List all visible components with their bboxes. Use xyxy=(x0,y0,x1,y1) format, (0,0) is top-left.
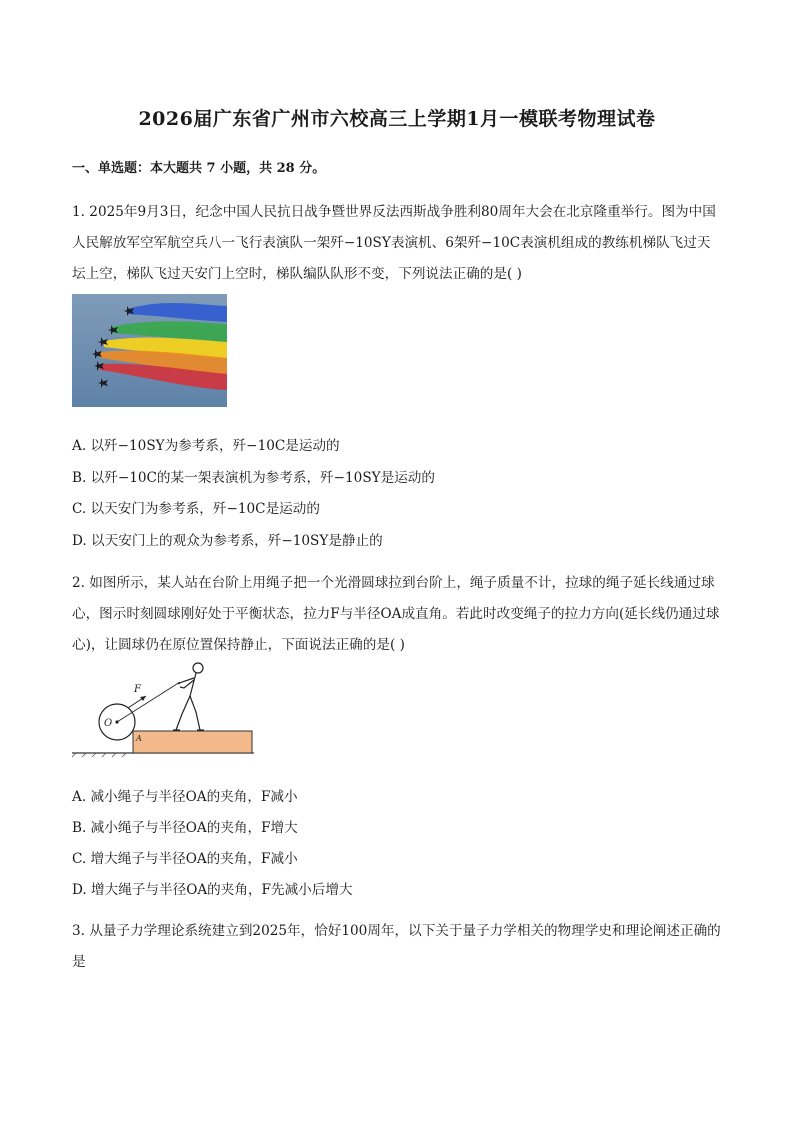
force-arrowhead xyxy=(140,696,146,701)
question-2-text: 2. 如图所示，某人站在台阶上用绳子把一个光滑圆球拉到台阶上，绳子质量不计，拉球的绳子延长线通过球心，图示时刻圆球刚好处于平衡状态，拉力F与半径OA成直角。若此时改变绳子的拉力方向(延长线仍通过球心)，让圆球仍在原位置保持静止，下面说法正确的是( ) xyxy=(72,575,720,653)
rope-line xyxy=(117,682,180,722)
question-1-option-c: C. 以天安门为参考系，歼−10C是运动的 xyxy=(72,501,320,517)
center-label-o: O xyxy=(104,718,113,729)
question-3-text: 3. 从量子力学理论系统建立到2025年，恰好100周年，以下关于量子力学相关的物理学史和理论阐述正确的是 xyxy=(72,923,721,970)
point-label-a: A xyxy=(136,734,142,743)
question-2-option-a: A. 减小绳子与半径OA的夹角，F减小 xyxy=(72,789,298,805)
person-figure xyxy=(173,663,204,730)
force-label-f: F xyxy=(134,684,141,695)
section-header: 一、单选题：本大题共 7 小题，共 28 分。 xyxy=(72,161,326,176)
question-2-option-c: C. 增大绳子与半径OA的夹角，F减小 xyxy=(72,851,298,867)
question-1-option-d: D. 以天安门上的观众为参考系，歼−10SY是静止的 xyxy=(72,533,383,549)
jet-formation-photo xyxy=(72,294,227,407)
sphere-step-diagram xyxy=(72,660,254,758)
step-block xyxy=(133,731,252,753)
question-2-option-b: B. 减小绳子与半径OA的夹角，F增大 xyxy=(72,820,298,836)
question-1-option-a: A. 以歼−10SY为参考系，歼−10C是运动的 xyxy=(72,438,340,454)
exam-title: 2026届广东省广州市六校高三上学期1月一模联考物理试卷 xyxy=(138,108,656,130)
question-1-option-b: B. 以歼−10C的某一架表演机为参考系，歼−10SY是运动的 xyxy=(72,470,435,486)
question-2-option-d: D. 增大绳子与半径OA的夹角，F先减小后增大 xyxy=(72,882,353,898)
question-1-text: 1. 2025年9月3日，纪念中国人民抗日战争暨世界反法西斯战争胜利80周年大会在北京隆重举行。图为中国人民解放军空军航空兵八一飞行表演队一架歼−10SY表演机、6架歼−10C表演机组成的教练机梯队飞过天坛上空，梯队飞过天安门上空时，梯队编队队形不变，下列说法正确的是( ) xyxy=(72,204,716,282)
